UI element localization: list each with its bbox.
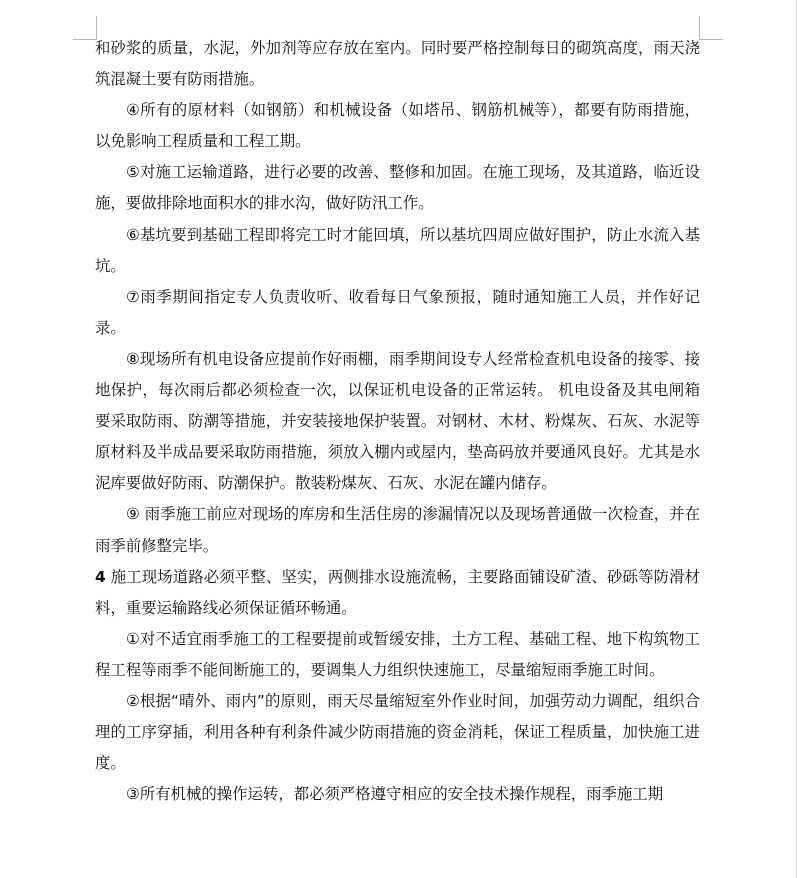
paragraph-text: 施工现场道路必须平整、坚实，两侧排水设施流畅，主要路面铺设矿渣、砂砾等防滑材料，重要运输路线必须保证循环畅通。 (95, 567, 700, 617)
paragraph-weather-monitoring (95, 282, 700, 344)
paragraph-road-drainage (95, 157, 700, 219)
paragraph-section-4-site-roads (95, 562, 700, 624)
paragraph-schedule-adjustment (95, 624, 700, 686)
paragraph-text: ③所有机械的操作运转，都必须严格遵守相应的安全技术操作规程，雨季施工期 (126, 785, 664, 804)
paragraph-text: ⑨ 雨季施工前应对现场的库房和生活住房的渗漏情况以及现场普通做一次检查，并在雨季前修整完毕。 (95, 505, 700, 555)
paragraph-text: ⑤对施工运输道路，进行必要的改善、整修和加固。在施工现场，及其道路，临近设施，要做排除地面积水的排水沟，做好防汛工作。 (95, 163, 700, 213)
paragraph-sunny-outside-rainy-inside (95, 686, 700, 779)
paragraph-text: ⑧现场所有机电设备应提前作好雨棚，雨季期间设专人经常检查机电设备的接零、接地保护，每次雨后都必须检查一次，以保证机电设备的正常运转。 机电设备及其电闸箱要采取防雨、防潮等措施，并安装接地保护装置。对钢材、木材、粉煤灰、石灰、水泥等原材料及半成品要采取防雨措施，须放入棚内或屋内，垫高码放并要通风良好。尤其是水泥库要做好防雨、防潮保护。散装粉煤灰、石灰、水泥在罐内储存。 (95, 349, 700, 493)
paragraph-text: 和砂浆的质量，水泥，外加剂等应存放在室内。同时要严格控制每日的砌筑高度，雨天浇筑混凝土要有防雨措施。 (95, 39, 700, 89)
paragraph-continued-mortar-storage (95, 33, 700, 95)
section-number: 4 (95, 567, 106, 586)
paragraph-text: ②根据“晴外、雨内”的原则，雨天尽量缩短室外作业时间，加强劳动力调配，组织合理的工序穿插，利用各种有利条件减少防雨措施的资金消耗，保证工程质量，加快施工进度。 (95, 691, 700, 773)
paragraph-text: ①对不适宜雨季施工的工程要提前或暂缓安排，土方工程、基础工程、地下构筑物工程工程等雨季不能间断施工的，要调集人力组织快速施工，尽量缩短雨季施工时间。 (95, 629, 700, 679)
paragraph-warehouse-inspection (95, 499, 700, 561)
document-body (95, 33, 700, 810)
paragraph-text: ⑦雨季期间指定专人负责收听、收看每日气象预报，随时通知施工人员，并作好记录。 (95, 287, 700, 337)
top-right-margin-mark (699, 16, 723, 40)
paragraph-machine-operation-safety (95, 779, 700, 810)
top-left-margin-mark (73, 16, 97, 40)
paragraph-text: ④所有的原材料（如钢筋）和机械设备（如塔吊、钢筋机械等），都要有防雨措施，以免影响工程质量和工程工期。 (95, 101, 700, 151)
paragraph-raw-materials-rain-protection (95, 95, 700, 157)
paragraph-text: ⑥基坑要到基础工程即将完工时才能回填，所以基坑四周应做好围护，防止水流入基坑。 (95, 225, 700, 275)
paragraph-foundation-pit (95, 220, 700, 282)
paragraph-electrical-equipment (95, 344, 700, 499)
